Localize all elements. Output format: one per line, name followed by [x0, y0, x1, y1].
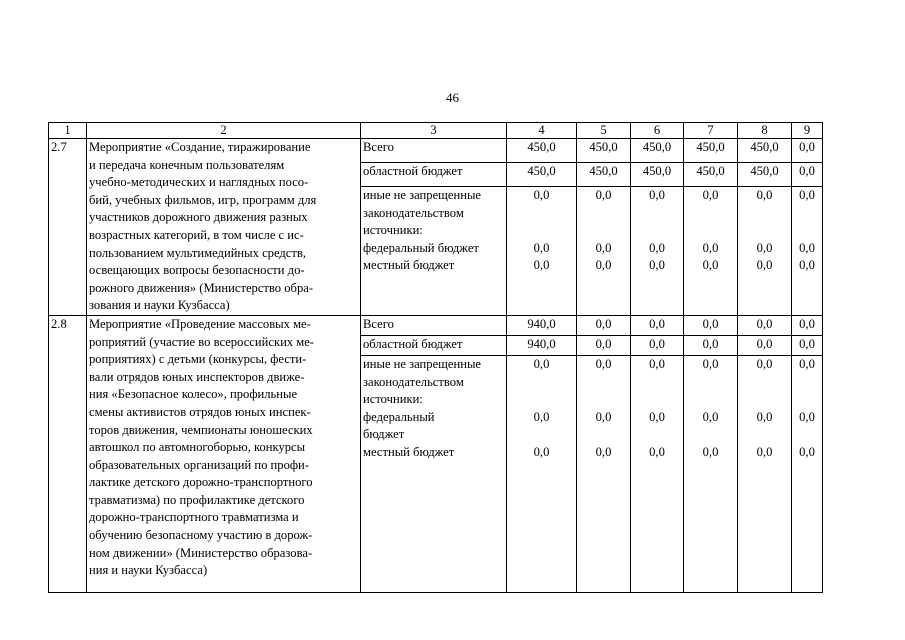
value-cell: 0,0 — [702, 409, 719, 424]
source-line: бюджет — [363, 427, 405, 442]
value-cell: 0,0 — [756, 258, 773, 273]
source-total-label: Всего — [361, 315, 507, 335]
value-cell: 0,0 — [649, 316, 665, 331]
value-cell: 0,0 — [756, 444, 773, 459]
value-cell: 0,0 — [756, 240, 773, 255]
source-other-cell — [361, 355, 507, 592]
value-cell: 0,0 — [649, 444, 665, 459]
value-cell: 0,0 — [595, 409, 612, 424]
value-cell: 0,0 — [756, 356, 773, 371]
source-other-cell — [361, 186, 507, 315]
header-cell: 9 — [792, 123, 823, 139]
value-cell: 0,0 — [702, 336, 719, 351]
source-line: местный бюджет — [363, 444, 455, 459]
header-row — [49, 123, 823, 139]
source-regional-label: областной бюджет — [361, 162, 507, 186]
value-cell: 450,0 — [589, 163, 618, 178]
row-number: 2.8 — [49, 315, 87, 592]
value-cell: 0,0 — [595, 356, 612, 371]
value-cell: 0,0 — [799, 140, 815, 154]
value-cell: 0,0 — [756, 187, 773, 202]
value-cell: 450,0 — [750, 163, 779, 178]
header-cell: 8 — [738, 123, 792, 139]
value-cell: 940,0 — [527, 336, 556, 351]
value-cell: 0,0 — [799, 163, 815, 178]
header-cell: 1 — [49, 123, 87, 139]
value-cell: 0,0 — [702, 240, 719, 255]
value-cell: 0,0 — [595, 316, 612, 331]
value-cell: 0,0 — [799, 409, 815, 424]
value-cell: 450,0 — [642, 163, 672, 178]
page-number: 46 — [446, 90, 459, 105]
header-cell: 7 — [684, 123, 738, 139]
header-cell: 6 — [631, 123, 684, 139]
source-line: федеральный бюджет — [363, 240, 479, 255]
value-cell: 450,0 — [589, 140, 618, 154]
budget-table — [48, 122, 823, 593]
source-line: иные не запрещенные — [363, 187, 481, 202]
value-cell: 0,0 — [649, 187, 665, 202]
row-description: Мероприятие «Создание, тиражирование и передача конечным пользователям учебно-методических и наглядных посо- бий, учебных фильмов, игр, программ для участников дорожного движения разных возрастных категорий, в том числе с ис- пользованием мультимедийных средств, освещающих вопросы безопасности до- рожного движения» (Министерство обра- зования и науки Кузбасса) — [87, 139, 361, 316]
value-cell: 0,0 — [649, 258, 665, 273]
value-cell: 450,0 — [527, 140, 556, 154]
value-cell: 450,0 — [696, 163, 725, 178]
header-cell: 5 — [577, 123, 631, 139]
value-cell: 0,0 — [595, 336, 612, 351]
source-line: источники: — [363, 392, 423, 407]
value-cell: 450,0 — [642, 140, 672, 154]
source-line: источники: — [363, 223, 423, 238]
value-cell: 0,0 — [702, 356, 719, 371]
value-cell: 0,0 — [533, 444, 550, 459]
value-cell: 0,0 — [595, 258, 612, 273]
value-cell: 0,0 — [649, 356, 665, 371]
value-cell: 0,0 — [799, 258, 815, 273]
source-line: иные не запрещенные — [363, 356, 481, 371]
row-number: 2.7 — [49, 139, 87, 316]
row-description: Мероприятие «Проведение массовых ме- роприятий (участие во всероссийских ме- роприятиях) с детьми (конкурсы, фести- вали отрядов юных инспекторов движе- ния «Безопасное колесо», профильные смены активистов отрядов юных инспек- торов движения, чемпионаты юношеских автошкол по автомногоборью, конкурсы образовательных организаций по профи- лактике детского дорожно-транспортного травматизма) по профилактике детского дорожно-транспортного травматизма и обучению безопасному участию в дорож- ном движении» (Министерство образова- ния и науки Кузбасса) — [87, 315, 361, 592]
value-cell: 0,0 — [702, 444, 719, 459]
value-cell: 0,0 — [756, 336, 773, 351]
value-cell: 450,0 — [750, 140, 779, 154]
value-cell: 0,0 — [756, 409, 773, 424]
value-cell: 0,0 — [702, 258, 719, 273]
value-cell: 0,0 — [533, 356, 550, 371]
value-cell: 940,0 — [527, 316, 556, 331]
source-line: законодательством — [363, 205, 464, 220]
value-cell: 0,0 — [595, 187, 612, 202]
value-cell: 0,0 — [799, 336, 815, 351]
value-cell: 0,0 — [595, 240, 612, 255]
table-row — [49, 315, 823, 335]
value-cell: 0,0 — [799, 356, 815, 371]
value-cell: 0,0 — [649, 336, 665, 351]
header-cell: 2 — [87, 123, 361, 139]
source-line: федеральный — [363, 409, 435, 424]
value-cell: 0,0 — [533, 258, 550, 273]
header-cell: 4 — [507, 123, 577, 139]
source-line: законодательством — [363, 374, 464, 389]
source-regional-label: областной бюджет — [361, 335, 507, 355]
value-cell: 0,0 — [756, 316, 773, 331]
value-cell: 450,0 — [527, 163, 556, 178]
value-cell: 0,0 — [533, 409, 550, 424]
header-cell: 3 — [361, 123, 507, 139]
source-line: местный бюджет — [363, 258, 455, 273]
value-cell: 0,0 — [799, 316, 815, 331]
source-total-label: Всего — [361, 139, 507, 163]
value-cell: 0,0 — [649, 240, 665, 255]
value-cell: 0,0 — [649, 409, 665, 424]
value-cell: 0,0 — [702, 187, 719, 202]
value-cell: 0,0 — [799, 444, 815, 459]
value-cell: 0,0 — [595, 444, 612, 459]
value-cell: 450,0 — [696, 140, 725, 154]
value-cell: 0,0 — [799, 187, 815, 202]
table-row — [49, 139, 823, 163]
value-cell: 0,0 — [533, 187, 550, 202]
value-cell: 0,0 — [799, 240, 815, 255]
value-cell: 0,0 — [702, 316, 719, 331]
value-cell: 0,0 — [533, 240, 550, 255]
